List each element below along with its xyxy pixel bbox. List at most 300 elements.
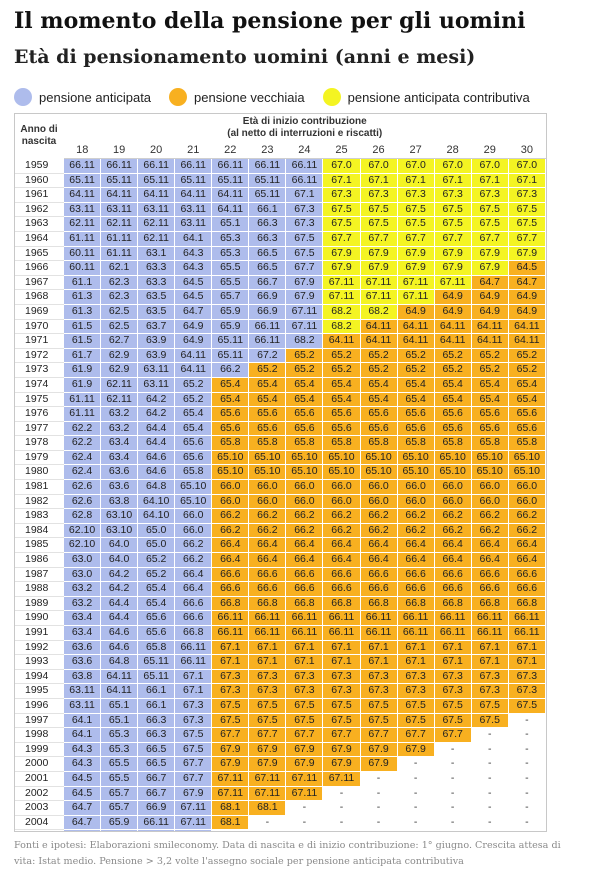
age-cell: 66.11 [212, 626, 249, 641]
age-cell: 67.7 [323, 231, 360, 246]
age-cell: 67.3 [249, 669, 286, 684]
age-cell: 66.2 [508, 509, 545, 524]
age-cell: 65.3 [101, 728, 138, 743]
age-cell: 65.2 [286, 348, 323, 363]
birth-year-cell: 1996 [15, 698, 64, 713]
age-cell [101, 830, 138, 832]
age-cell: - [323, 815, 360, 830]
birth-year-cell: 1971 [15, 334, 64, 349]
age-cell: 65.8 [397, 436, 434, 451]
age-cell: 67.1 [434, 173, 471, 188]
age-cell: - [397, 786, 434, 801]
table-row [15, 407, 546, 422]
age-cell: 66.11 [175, 655, 212, 670]
age-cell: 62.11 [64, 217, 101, 232]
age-cell: 66.6 [360, 582, 397, 597]
age-cell: - [434, 801, 471, 816]
age-cell: 66.11 [286, 173, 323, 188]
age-cell: - [249, 815, 286, 830]
age-cell: 63.11 [64, 684, 101, 699]
age-cell: 66.0 [434, 480, 471, 495]
age-cell: 64.11 [360, 334, 397, 349]
age-cell: 67.7 [286, 728, 323, 743]
age-cell: 65.10 [175, 480, 212, 495]
table-row [15, 538, 546, 553]
age-cell: 66.4 [508, 538, 545, 553]
age-cell: 65.11 [249, 173, 286, 188]
age-cell: 65.10 [471, 450, 508, 465]
age-cell: 65.11 [138, 655, 175, 670]
age-cell: 67.3 [212, 684, 249, 699]
age-cell: 66.5 [138, 757, 175, 772]
age-cell: 65.7 [212, 290, 249, 305]
age-cell: 65.6 [249, 421, 286, 436]
age-cell: 64.7 [64, 815, 101, 830]
age-cell: 67.9 [323, 757, 360, 772]
age-cell: 65.10 [286, 465, 323, 480]
age-cell: 63.1 [138, 246, 175, 261]
age-cell: 64.9 [397, 304, 434, 319]
age-cell: 67.11 [249, 786, 286, 801]
age-cell: 66.2 [434, 523, 471, 538]
age-cell: 66.6 [323, 582, 360, 597]
age-cell: 61.1 [64, 275, 101, 290]
age-cell: 64.11 [434, 334, 471, 349]
age-cell: 67.5 [323, 202, 360, 217]
age-cell: 65.8 [360, 436, 397, 451]
age-cell: 65.6 [175, 450, 212, 465]
age-cell: 65.3 [212, 231, 249, 246]
birth-year-cell: 1982 [15, 494, 64, 509]
age-cell: 66.11 [323, 626, 360, 641]
age-cell: 68.1 [212, 801, 249, 816]
age-cell: 68.1 [249, 801, 286, 816]
age-cell: 64.11 [212, 202, 249, 217]
age-cell: 62.10 [64, 538, 101, 553]
age-cell: 66.4 [471, 553, 508, 568]
age-cell: 64.6 [138, 450, 175, 465]
age-cell: 66.0 [471, 494, 508, 509]
age-cell: 63.2 [101, 407, 138, 422]
age-cell: 65.3 [212, 246, 249, 261]
age-cell: 64.8 [138, 480, 175, 495]
age-cell [508, 830, 545, 832]
age-cell: 67.11 [212, 771, 249, 786]
birth-year-cell: 1979 [15, 450, 64, 465]
age-cell: 67.1 [286, 640, 323, 655]
age-cell: 67.7 [286, 261, 323, 276]
birth-year-cell: 1964 [15, 231, 64, 246]
age-cell: 65.11 [212, 334, 249, 349]
table-row [15, 655, 546, 670]
column-header-26: 26 [360, 142, 397, 159]
age-cell: 67.7 [434, 728, 471, 743]
age-cell: 67.9 [212, 742, 249, 757]
age-cell: 67.7 [249, 728, 286, 743]
age-cell: 66.7 [249, 275, 286, 290]
age-cell: 67.3 [286, 217, 323, 232]
age-cell: 67.5 [397, 698, 434, 713]
age-cell: 67.1 [175, 669, 212, 684]
table-row [15, 728, 546, 743]
age-cell: 66.1 [138, 684, 175, 699]
age-cell: 67.11 [286, 319, 323, 334]
age-cell: 67.3 [397, 669, 434, 684]
age-cell [138, 830, 175, 832]
age-cell: - [397, 815, 434, 830]
table-row [15, 684, 546, 699]
table-row [15, 231, 546, 246]
age-cell: 63.9 [138, 334, 175, 349]
birth-year-cell: 1977 [15, 421, 64, 436]
age-cell: 64.5 [175, 275, 212, 290]
age-cell: 64.8 [101, 655, 138, 670]
age-cell: 65.8 [323, 436, 360, 451]
age-cell: 66.2 [471, 509, 508, 524]
age-cell: 60.11 [64, 261, 101, 276]
age-cell [175, 830, 212, 832]
age-cell: 65.2 [508, 348, 545, 363]
age-cell: 66.11 [249, 334, 286, 349]
age-cell: 65.11 [249, 188, 286, 203]
age-cell [360, 830, 397, 832]
age-cell: 64.11 [101, 188, 138, 203]
table-row [15, 290, 546, 305]
age-cell: 66.0 [175, 509, 212, 524]
age-cell: 66.2 [175, 553, 212, 568]
age-cell: 67.1 [434, 655, 471, 670]
age-cell: 65.4 [286, 392, 323, 407]
age-cell: 67.1 [508, 640, 545, 655]
age-cell: 65.6 [508, 421, 545, 436]
age-cell: 65.6 [175, 436, 212, 451]
age-cell: 65.11 [175, 173, 212, 188]
age-cell: 67.5 [360, 713, 397, 728]
age-cell: 64.11 [138, 188, 175, 203]
age-cell: - [360, 801, 397, 816]
age-cell: 64.5 [175, 290, 212, 305]
age-cell: 64.9 [175, 334, 212, 349]
birth-year-cell: 2001 [15, 771, 64, 786]
age-cell: 65.4 [175, 407, 212, 422]
age-cell: 65.10 [434, 465, 471, 480]
age-cell: 65.2 [360, 363, 397, 378]
birth-year-cell: 1997 [15, 713, 64, 728]
age-cell: 66.11 [397, 611, 434, 626]
chart-title: Il momento della pensione per gli uomini [14, 8, 526, 34]
age-cell: 64.11 [175, 348, 212, 363]
age-cell: 67.11 [323, 771, 360, 786]
age-cell: 67.9 [434, 261, 471, 276]
age-cell: 66.11 [471, 611, 508, 626]
age-cell: 65.8 [175, 465, 212, 480]
age-cell: 67.5 [212, 698, 249, 713]
age-cell [286, 830, 323, 832]
age-cell: 65.8 [249, 436, 286, 451]
age-cell: 65.6 [434, 421, 471, 436]
age-cell: 66.0 [508, 494, 545, 509]
age-cell: 67.11 [323, 290, 360, 305]
birth-year-cell: 1981 [15, 480, 64, 495]
age-cell: 67.5 [286, 713, 323, 728]
age-cell [434, 830, 471, 832]
age-cell: 67.0 [360, 159, 397, 174]
age-cell: 67.9 [323, 742, 360, 757]
age-cell: 64.4 [101, 596, 138, 611]
column-header-25: 25 [323, 142, 360, 159]
age-cell: 67.7 [508, 231, 545, 246]
age-cell: 66.6 [397, 567, 434, 582]
age-cell: 67.5 [360, 202, 397, 217]
age-cell: 63.0 [64, 553, 101, 568]
age-cell: 67.7 [434, 231, 471, 246]
age-cell: 65.9 [212, 304, 249, 319]
age-cell: 65.6 [397, 407, 434, 422]
age-cell: 62.11 [101, 217, 138, 232]
table-row [15, 304, 546, 319]
age-cell: 64.9 [508, 290, 545, 305]
age-cell: - [471, 757, 508, 772]
column-group-header [64, 114, 546, 142]
age-cell: 66.11 [360, 611, 397, 626]
age-cell: 63.8 [64, 669, 101, 684]
age-cell: 66.6 [286, 582, 323, 597]
age-cell: 66.2 [249, 523, 286, 538]
age-cell: 64.11 [397, 319, 434, 334]
age-cell: 62.10 [64, 523, 101, 538]
age-cell: 67.9 [397, 261, 434, 276]
age-cell: 62.9 [101, 348, 138, 363]
age-cell: 65.10 [249, 465, 286, 480]
table-row [15, 173, 546, 188]
age-cell: 65.2 [175, 392, 212, 407]
age-cell: 63.5 [138, 304, 175, 319]
age-cell: 64.11 [212, 188, 249, 203]
birth-year-cell: 1983 [15, 509, 64, 524]
age-cell: 63.11 [64, 698, 101, 713]
table-row [15, 786, 546, 801]
age-cell: - [508, 757, 545, 772]
legend-swatch-vecchiaia [169, 88, 187, 106]
table-row [15, 771, 546, 786]
age-cell: - [508, 815, 545, 830]
age-cell: 67.1 [286, 188, 323, 203]
table-row [15, 275, 546, 290]
age-cell: 67.3 [323, 669, 360, 684]
age-cell [397, 830, 434, 832]
age-cell: 61.5 [64, 334, 101, 349]
age-cell: 66.8 [397, 596, 434, 611]
age-cell: 67.3 [471, 188, 508, 203]
age-cell: 65.2 [286, 363, 323, 378]
age-cell: 67.7 [212, 728, 249, 743]
age-cell: 68.2 [323, 319, 360, 334]
age-cell: 65.10 [508, 465, 545, 480]
age-cell: 65.2 [138, 553, 175, 568]
birth-year-cell: 1959 [15, 159, 64, 174]
age-cell: 63.5 [138, 290, 175, 305]
row-header: Anno di nascita [15, 114, 64, 159]
age-cell: - [286, 801, 323, 816]
age-cell: 65.10 [323, 450, 360, 465]
age-cell: 66.6 [175, 596, 212, 611]
age-cell: 63.0 [64, 567, 101, 582]
age-cell: 66.2 [323, 523, 360, 538]
age-cell: 64.9 [434, 304, 471, 319]
age-cell: 67.3 [212, 669, 249, 684]
birth-year-cell: 1980 [15, 465, 64, 480]
age-cell: 67.1 [508, 173, 545, 188]
age-cell: 64.1 [175, 231, 212, 246]
age-cell: 66.11 [64, 159, 101, 174]
table-row [15, 523, 546, 538]
age-cell: 67.1 [249, 655, 286, 670]
age-cell: 67.1 [508, 655, 545, 670]
age-cell: 65.8 [434, 436, 471, 451]
age-cell: 67.5 [434, 698, 471, 713]
age-cell: 63.7 [138, 319, 175, 334]
age-cell: 66.11 [434, 611, 471, 626]
age-cell: 66.11 [286, 159, 323, 174]
table-row [15, 217, 546, 232]
age-cell: 64.2 [101, 582, 138, 597]
age-cell: 66.4 [249, 538, 286, 553]
age-cell: 67.3 [434, 684, 471, 699]
age-cell: 63.10 [101, 509, 138, 524]
table-row [15, 436, 546, 451]
age-cell: 67.5 [397, 713, 434, 728]
age-cell: 65.10 [212, 450, 249, 465]
age-cell: 65.2 [508, 363, 545, 378]
age-cell: 67.5 [286, 231, 323, 246]
legend-label-vecchiaia: pensione vecchiaia [194, 89, 305, 105]
age-cell: 67.11 [286, 786, 323, 801]
age-cell: 66.11 [138, 815, 175, 830]
table-row [15, 421, 546, 436]
age-cell: 67.3 [397, 684, 434, 699]
age-cell: - [360, 771, 397, 786]
table-row [15, 567, 546, 582]
age-cell: 67.3 [323, 188, 360, 203]
age-cell: 65.6 [434, 407, 471, 422]
age-cell: 64.11 [101, 684, 138, 699]
column-header-24: 24 [286, 142, 323, 159]
age-cell: 66.0 [323, 480, 360, 495]
birth-year-cell: 1999 [15, 742, 64, 757]
age-cell: 67.1 [360, 173, 397, 188]
age-cell: 67.7 [175, 757, 212, 772]
age-cell: 65.4 [212, 392, 249, 407]
age-cell: 67.11 [175, 801, 212, 816]
age-cell: 66.0 [360, 494, 397, 509]
age-cell: 64.3 [64, 757, 101, 772]
table-row [15, 377, 546, 392]
age-cell: 64.5 [508, 261, 545, 276]
age-cell: 66.0 [471, 480, 508, 495]
age-cell: - [434, 757, 471, 772]
age-cell: 68.1 [212, 815, 249, 830]
age-cell: 67.11 [249, 771, 286, 786]
age-cell: 67.5 [397, 217, 434, 232]
age-cell: 61.3 [64, 290, 101, 305]
age-cell: 65.4 [249, 392, 286, 407]
age-cell: 65.2 [360, 348, 397, 363]
age-cell: 64.9 [434, 290, 471, 305]
age-cell: 65.4 [397, 392, 434, 407]
table-row [15, 392, 546, 407]
age-cell: 66.4 [286, 553, 323, 568]
age-cell: 67.1 [397, 173, 434, 188]
age-cell: 66.5 [249, 261, 286, 276]
age-cell: 66.0 [249, 494, 286, 509]
age-cell: 61.11 [64, 407, 101, 422]
age-cell: 67.5 [471, 698, 508, 713]
age-cell: 67.5 [471, 217, 508, 232]
age-cell: 66.4 [212, 553, 249, 568]
age-cell: 66.11 [508, 611, 545, 626]
age-cell: 62.2 [64, 421, 101, 436]
table-row [15, 480, 546, 495]
age-cell: - [471, 786, 508, 801]
birth-year-cell: 1969 [15, 304, 64, 319]
table-row [15, 348, 546, 363]
age-cell: 62.3 [101, 275, 138, 290]
age-cell: 66.11 [471, 626, 508, 641]
age-cell: 65.4 [508, 377, 545, 392]
age-cell: 65.0 [138, 538, 175, 553]
age-cell: 67.5 [360, 217, 397, 232]
age-cell: 62.5 [101, 319, 138, 334]
age-cell: 62.6 [64, 494, 101, 509]
age-cell: 67.7 [360, 231, 397, 246]
birth-year-cell: 1988 [15, 582, 64, 597]
age-cell: 66.11 [360, 626, 397, 641]
age-cell: 66.3 [138, 713, 175, 728]
age-cell: 65.6 [212, 407, 249, 422]
age-cell: 66.2 [212, 363, 249, 378]
age-cell: 67.3 [286, 684, 323, 699]
birth-year-cell: 1986 [15, 553, 64, 568]
age-cell: 64.11 [175, 363, 212, 378]
birth-year-cell: 1998 [15, 728, 64, 743]
age-cell: 67.9 [323, 261, 360, 276]
legend-label-anticipata: pensione anticipata [39, 89, 152, 105]
age-cell: 67.5 [508, 217, 545, 232]
age-cell: 62.11 [138, 231, 175, 246]
age-cell: 63.10 [101, 523, 138, 538]
age-cell: 66.4 [360, 538, 397, 553]
age-cell: 67.5 [508, 698, 545, 713]
age-cell: 66.7 [138, 786, 175, 801]
age-cell: 61.11 [101, 231, 138, 246]
birth-year-cell: 1966 [15, 261, 64, 276]
age-cell: 61.9 [64, 363, 101, 378]
age-cell: 67.11 [360, 290, 397, 305]
birth-year-cell: 2003 [15, 801, 64, 816]
age-cell: 66.0 [323, 494, 360, 509]
birth-year-cell: 2004 [15, 815, 64, 830]
table-row [15, 494, 546, 509]
pension-table-container [14, 113, 547, 832]
age-cell: 67.5 [286, 246, 323, 261]
age-cell: 64.11 [397, 334, 434, 349]
age-cell: 63.4 [64, 611, 101, 626]
age-cell [323, 830, 360, 832]
age-cell: 67.3 [360, 188, 397, 203]
age-cell: 65.10 [323, 465, 360, 480]
column-group-header-line1: Età di inizio contribuzione [242, 116, 367, 127]
age-cell: - [471, 801, 508, 816]
